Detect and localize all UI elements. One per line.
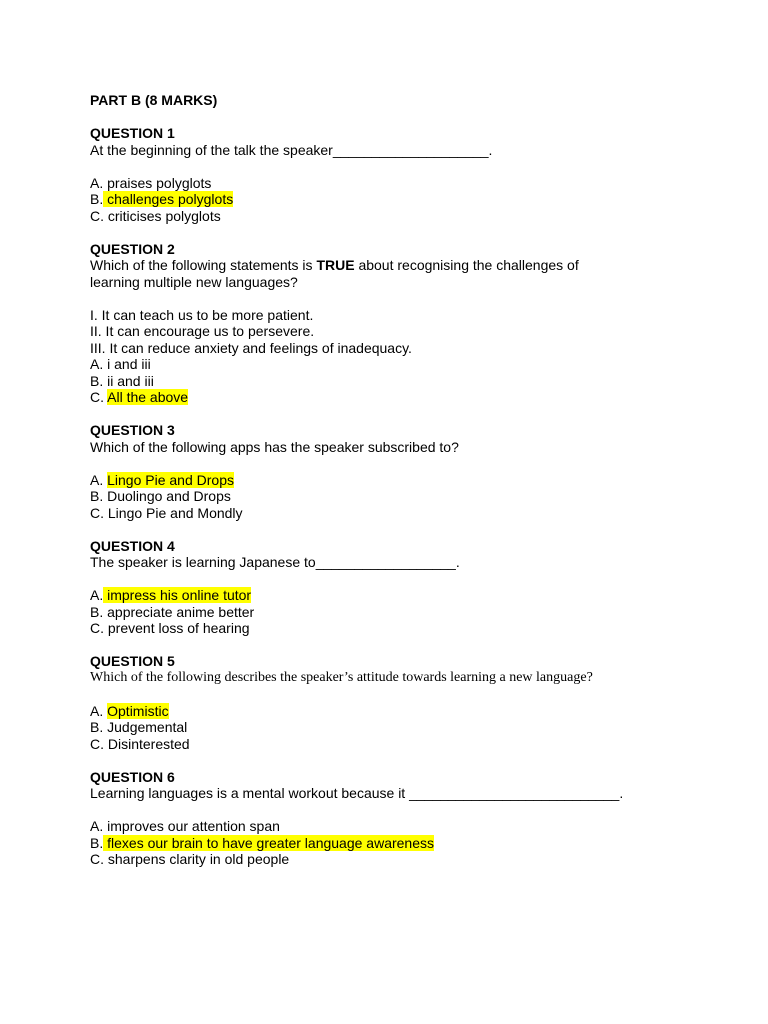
option-text: i and iii: [107, 356, 151, 372]
question-heading: QUESTION 1: [90, 125, 175, 141]
option-letter: C.: [90, 735, 104, 752]
option-text: sharpens clarity in old people: [107, 851, 290, 867]
option-a: [90, 587, 710, 604]
question-heading: QUESTION 5: [90, 653, 175, 669]
option-text: criticises polyglots: [107, 207, 221, 224]
option-text: Judgemental: [107, 719, 188, 735]
question-prompt: Learning languages is a mental workout because it ___________________________.: [90, 785, 624, 801]
option-letter: C.: [90, 207, 104, 224]
statement-1: I. It can teach us to be more patient.: [90, 306, 314, 323]
question-5: [90, 653, 710, 752]
part-title: PART B (8 MARKS): [90, 92, 218, 108]
option-letter: B.: [90, 719, 104, 735]
option-letter: B.: [90, 603, 104, 620]
statement-3: III. It can reduce anxiety and feelings of inadequacy.: [90, 339, 412, 356]
option-b: [90, 373, 710, 390]
option-a: [90, 472, 710, 489]
option-letter: A.: [90, 174, 104, 191]
document-page: [90, 92, 710, 884]
question-4: [90, 538, 710, 637]
option-b: [90, 488, 710, 505]
question-prompt-line2: learning multiple new languages?: [90, 273, 298, 290]
option-letter: A.: [90, 818, 104, 834]
highlighted-answer: All the above: [107, 389, 189, 405]
question-3: [90, 422, 710, 521]
option-c: [90, 620, 710, 637]
option-c: [90, 208, 710, 225]
highlighted-answer: challenges polyglots: [103, 191, 233, 207]
question-heading: QUESTION 6: [90, 768, 175, 785]
highlighted-answer: flexes our brain to have greater language awareness: [103, 835, 434, 851]
option-a: [90, 818, 710, 835]
option-c: [90, 851, 710, 868]
option-c: [90, 505, 710, 522]
option-b: [90, 719, 710, 736]
option-text: prevent loss of hearing: [107, 620, 250, 636]
statement-2: II. It can encourage us to persevere.: [90, 323, 315, 339]
option-letter: A.: [90, 471, 104, 488]
option-letter: B.: [90, 372, 104, 389]
question-heading: QUESTION 3: [90, 422, 175, 438]
highlighted-answer: Lingo Pie and Drops: [107, 471, 234, 488]
question-6: [90, 769, 710, 868]
option-letter: C.: [90, 389, 104, 405]
option-text: praises polyglots: [107, 174, 212, 191]
question-1: [90, 125, 710, 224]
question-prompt: Which of the following statements is TRUE about recognising the challenges of: [90, 257, 579, 273]
question-heading: QUESTION 4: [90, 537, 175, 554]
option-letter: C.: [90, 504, 104, 521]
question-prompt: The speaker is learning Japanese to__________________.: [90, 554, 460, 570]
option-text: Duolingo and Drops: [107, 488, 231, 504]
question-prompt: Which of the following describes the speaker’s attitude towards learning a new language?: [90, 669, 593, 685]
option-letter: C.: [90, 851, 104, 867]
highlighted-answer: Optimistic: [107, 702, 169, 719]
option-a: [90, 703, 710, 720]
option-b: [90, 604, 710, 621]
question-heading: QUESTION 2: [90, 240, 175, 257]
option-b: [90, 191, 710, 208]
question-prompt: Which of the following apps has the speaker subscribed to?: [90, 438, 459, 455]
option-c: [90, 736, 710, 753]
option-text: Lingo Pie and Mondly: [107, 504, 243, 521]
option-a: [90, 356, 710, 373]
option-b: [90, 835, 710, 852]
question-prompt: At the beginning of the talk the speaker____________________.: [90, 141, 493, 158]
option-letter: B.: [90, 488, 104, 504]
highlighted-answer: impress his online tutor: [103, 587, 251, 603]
question-2: [90, 241, 710, 406]
option-letter: B.: [90, 191, 104, 207]
option-letter: A.: [90, 587, 104, 603]
option-letter: A.: [90, 702, 104, 719]
option-text: ii and iii: [107, 372, 154, 389]
option-letter: A.: [90, 356, 104, 372]
option-letter: C.: [90, 620, 104, 636]
option-c: [90, 389, 710, 406]
option-text: improves our attention span: [107, 818, 280, 834]
option-text: Disinterested: [107, 735, 190, 752]
option-text: appreciate anime better: [107, 603, 255, 620]
option-letter: B.: [90, 834, 104, 851]
option-a: [90, 175, 710, 192]
